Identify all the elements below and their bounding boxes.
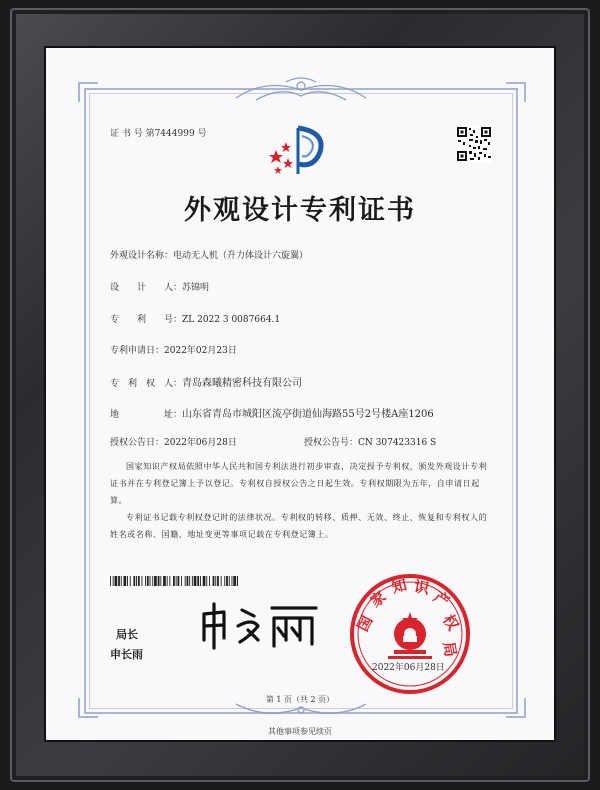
filing-date-row bbox=[110, 343, 237, 356]
certificate-body bbox=[110, 458, 494, 543]
grant-number-row bbox=[304, 435, 436, 448]
address-value: 山东省青岛市城阳区流亭街道仙海路55号2号楼A座1206 bbox=[182, 409, 434, 420]
certificate-title: 外观设计专利证书 bbox=[184, 195, 416, 226]
seal-char: 产 bbox=[430, 587, 453, 611]
seal-char: 国 bbox=[353, 612, 377, 635]
cnipa-logo-icon bbox=[268, 120, 332, 180]
grant-date-value: 2022年06月28日 bbox=[164, 438, 237, 448]
certificate-paper bbox=[46, 48, 554, 740]
footer-note: 其他事项参见续页 bbox=[268, 727, 332, 736]
body-paragraph: 专利证书记载专利权登记时的法律状况。专利权的转移、质押、无效、终止、恢复和专利权人的姓名或名称、国籍、地址变更等事项记载在专利登记簿上。 bbox=[110, 513, 488, 539]
grant-date-label: 授权公告日： bbox=[110, 438, 165, 448]
grant-date-row bbox=[110, 435, 237, 448]
patent-number-label: 专 利 号： bbox=[110, 315, 183, 325]
patentee-label: 专 利 权 人： bbox=[110, 379, 183, 389]
director-signature-icon bbox=[194, 596, 324, 652]
page-number: 第 1 页（共 2 页） bbox=[265, 695, 335, 704]
seal-char: 识 bbox=[412, 577, 431, 598]
top-ornament-icon bbox=[226, 76, 376, 106]
grant-number-label: 授权公告号： bbox=[304, 438, 359, 448]
address-label: 地 址： bbox=[110, 410, 183, 420]
patent-number-value: ZL 2022 3 0087664.1 bbox=[182, 315, 281, 325]
seal-text bbox=[348, 572, 350, 573]
filing-date-label: 专利申请日： bbox=[110, 346, 165, 356]
seal-date: 2022年06月28日 bbox=[372, 663, 445, 673]
certificate-number: 证 书 号 第7444999 号 bbox=[110, 129, 207, 139]
design-name-value: 电动无人机（升力体设计六旋翼） bbox=[173, 251, 309, 261]
address-row bbox=[110, 405, 434, 420]
qr-code-icon bbox=[456, 126, 492, 162]
watermark-pattern: ​ bbox=[360, 162, 392, 208]
corner-ornament bbox=[506, 82, 526, 102]
seal-char: 知 bbox=[389, 575, 409, 597]
filing-date-value: 2022年02月23日 bbox=[164, 346, 237, 356]
patentee-row bbox=[110, 374, 302, 389]
grant-number-value: CN 307423316 S bbox=[358, 438, 437, 448]
official-seal-icon bbox=[348, 572, 472, 696]
seal-char: 权 bbox=[439, 611, 463, 634]
seal-char: 局 bbox=[439, 640, 460, 659]
designer-value: 苏锦明 bbox=[182, 283, 210, 293]
design-name-row bbox=[110, 248, 308, 261]
patentee-value: 青岛森曦精密科技有限公司 bbox=[182, 378, 303, 389]
body-paragraph: 国家知识产权局依照中华人民共和国专利法进行初步审查，决定授予专利权，颁发外观设计专利证书并在专利登记簿上予以登记。专利权自授权公告之日起生效。专利权期限为五年，自申请日起算。 bbox=[110, 462, 488, 505]
corner-ornament bbox=[78, 82, 98, 102]
designer-row bbox=[110, 280, 209, 293]
director-name: 申长雨 bbox=[110, 648, 143, 661]
design-name-label: 外观设计名称： bbox=[110, 251, 174, 261]
seal-char: 家 bbox=[366, 587, 390, 611]
director-title: 局长 bbox=[116, 628, 138, 641]
designer-label: 设 计 人： bbox=[110, 283, 183, 293]
barcode-icon bbox=[110, 576, 238, 586]
patent-number-row bbox=[110, 312, 280, 325]
